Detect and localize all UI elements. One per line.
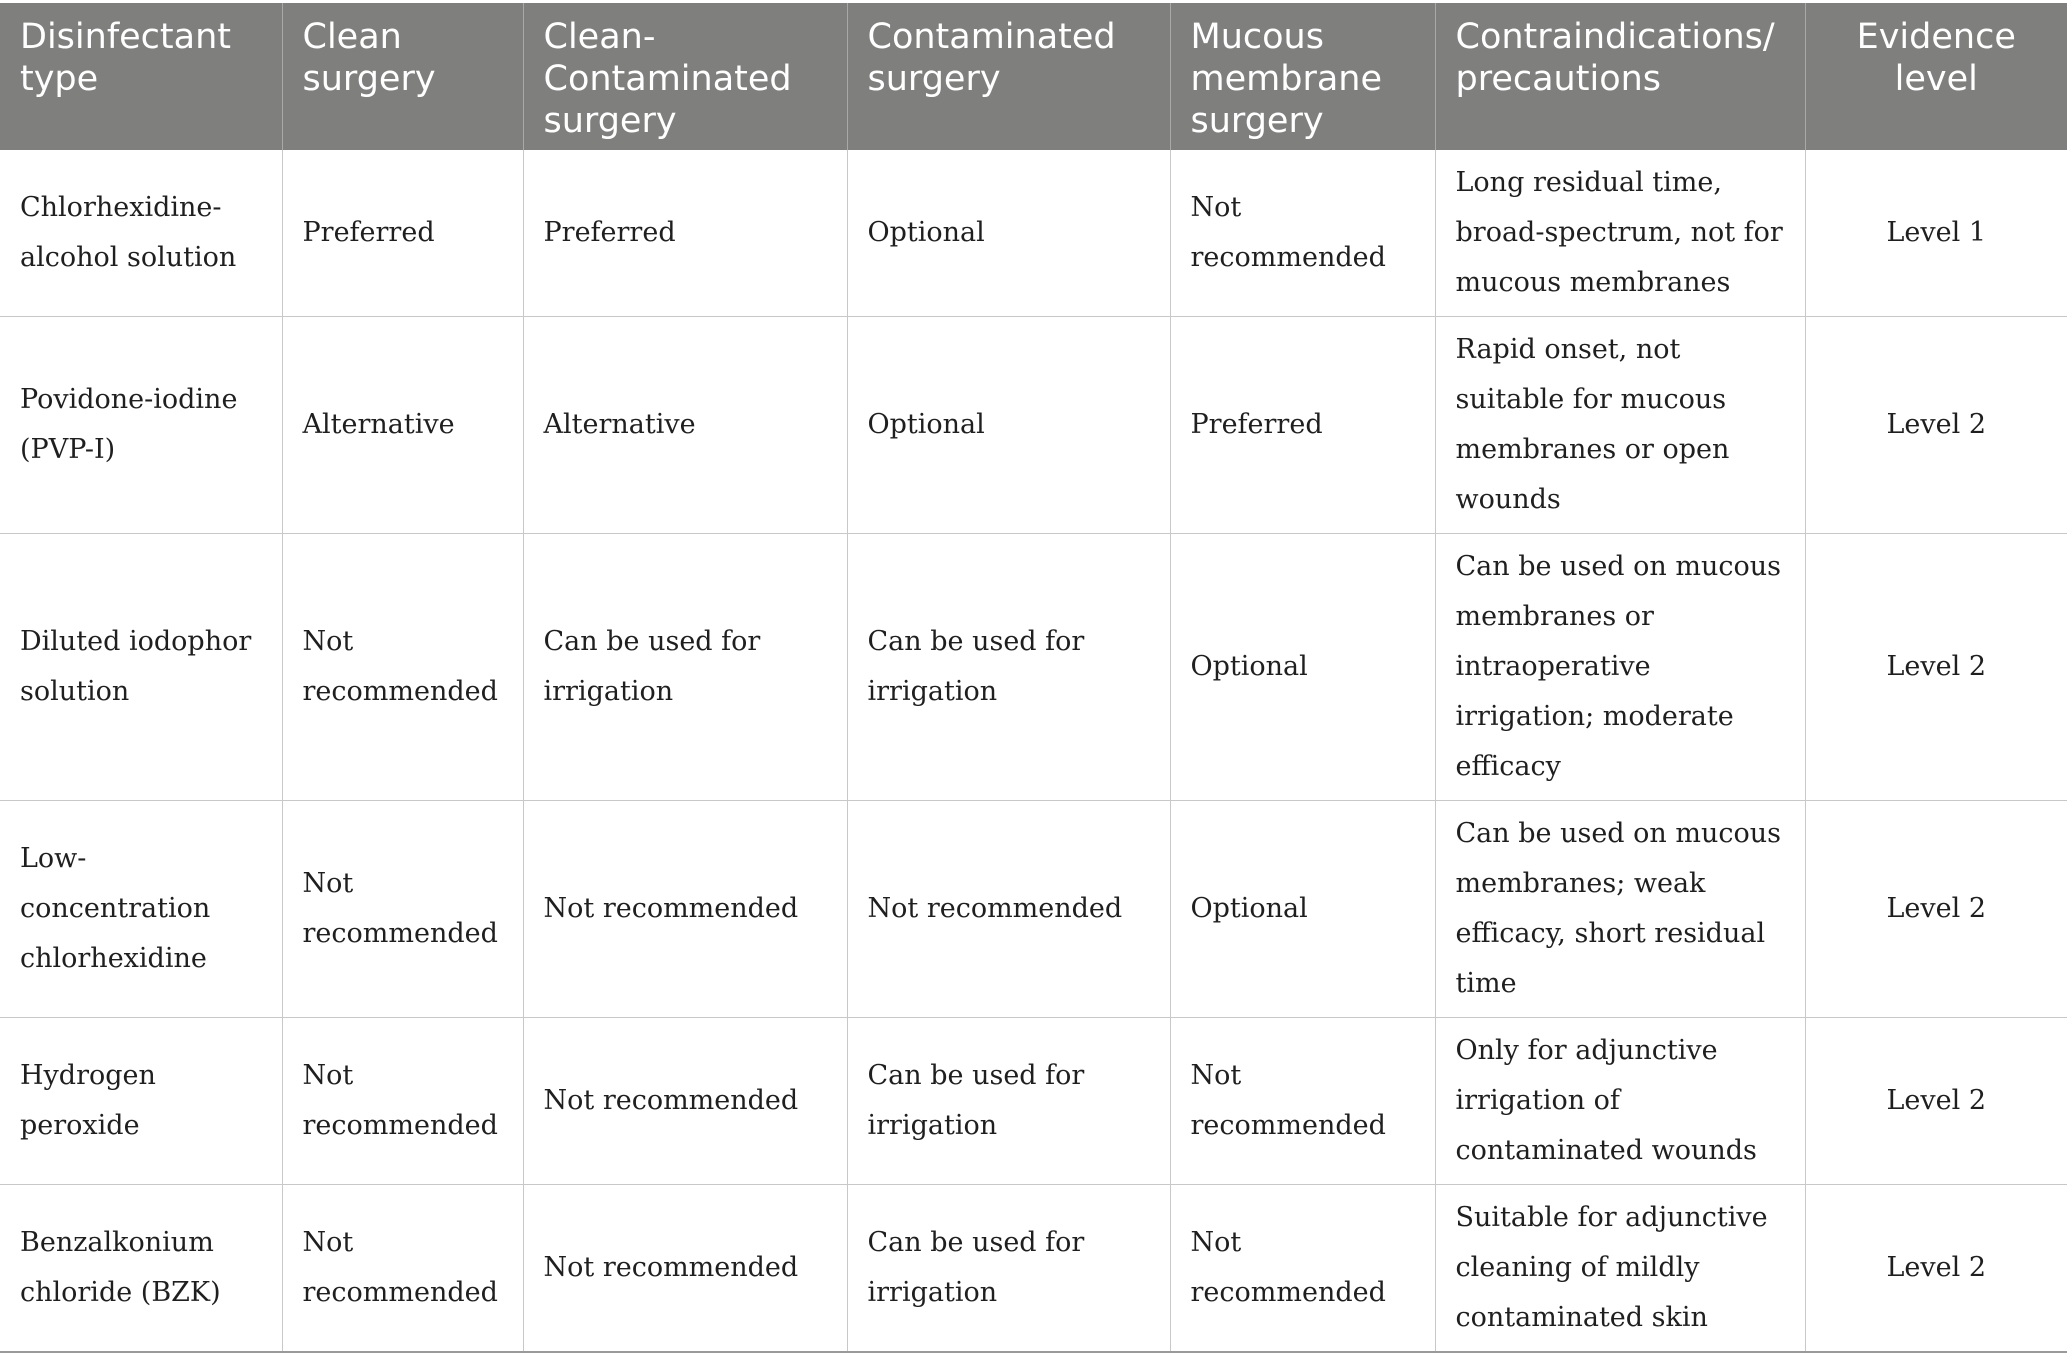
header-evidence-level: Evidence level bbox=[1805, 3, 2067, 150]
cell-contraindications: Long residual time, broad-spectrum, not for mucous membranes bbox=[1435, 150, 1805, 317]
cell-disinfectant-type: Diluted iodophor solution bbox=[0, 534, 282, 801]
cell-clean-surgery: Not recommended bbox=[282, 534, 523, 801]
cell-mucous-membrane-surgery: Not recommended bbox=[1170, 150, 1435, 317]
cell-contaminated-surgery: Can be used for irrigation bbox=[847, 1018, 1170, 1185]
cell-mucous-membrane-surgery: Preferred bbox=[1170, 317, 1435, 534]
cell-contraindications: Can be used on mucous membranes; weak efficacy, short residual time bbox=[1435, 801, 1805, 1018]
header-contraindications: Contraindications/ precautions bbox=[1435, 3, 1805, 150]
cell-clean-contaminated-surgery: Can be used for irrigation bbox=[523, 534, 847, 801]
cell-mucous-membrane-surgery: Optional bbox=[1170, 801, 1435, 1018]
cell-disinfectant-type: Benzalkonium chloride (BZK) bbox=[0, 1185, 282, 1353]
disinfectant-comparison-table bbox=[0, 3, 2067, 1353]
cell-clean-contaminated-surgery: Not recommended bbox=[523, 801, 847, 1018]
cell-clean-contaminated-surgery: Preferred bbox=[523, 150, 847, 317]
table-body bbox=[0, 150, 2067, 1352]
cell-clean-surgery: Not recommended bbox=[282, 1018, 523, 1185]
table-row bbox=[0, 1018, 2067, 1185]
cell-disinfectant-type: Low-concentration chlorhexidine bbox=[0, 801, 282, 1018]
table-row bbox=[0, 150, 2067, 317]
cell-clean-surgery: Not recommended bbox=[282, 801, 523, 1018]
cell-contraindications: Only for adjunctive irrigation of contaminated wounds bbox=[1435, 1018, 1805, 1185]
cell-clean-surgery: Alternative bbox=[282, 317, 523, 534]
cell-evidence-level: Level 2 bbox=[1805, 801, 2067, 1018]
cell-disinfectant-type: Chlorhexidine-alcohol solution bbox=[0, 150, 282, 317]
cell-mucous-membrane-surgery: Optional bbox=[1170, 534, 1435, 801]
cell-mucous-membrane-surgery: Not recommended bbox=[1170, 1185, 1435, 1353]
cell-evidence-level: Level 2 bbox=[1805, 1018, 2067, 1185]
header-clean-surgery: Clean surgery bbox=[282, 3, 523, 150]
table-row bbox=[0, 534, 2067, 801]
header-row bbox=[0, 3, 2067, 150]
header-contaminated-surgery: Contaminated surgery bbox=[847, 3, 1170, 150]
cell-disinfectant-type: Hydrogen peroxide bbox=[0, 1018, 282, 1185]
table-row bbox=[0, 1185, 2067, 1353]
table-row bbox=[0, 801, 2067, 1018]
header-mucous-membrane-surgery: Mucous membrane surgery bbox=[1170, 3, 1435, 150]
disinfectant-table-container bbox=[0, 3, 2067, 1353]
cell-evidence-level: Level 2 bbox=[1805, 534, 2067, 801]
cell-contraindications: Can be used on mucous membranes or intraoperative irrigation; moderate efficacy bbox=[1435, 534, 1805, 801]
cell-contaminated-surgery: Can be used for irrigation bbox=[847, 534, 1170, 801]
cell-clean-contaminated-surgery: Not recommended bbox=[523, 1018, 847, 1185]
cell-mucous-membrane-surgery: Not recommended bbox=[1170, 1018, 1435, 1185]
cell-evidence-level: Level 2 bbox=[1805, 317, 2067, 534]
cell-contaminated-surgery: Optional bbox=[847, 317, 1170, 534]
table-header bbox=[0, 3, 2067, 150]
header-disinfectant-type: Disinfectant type bbox=[0, 3, 282, 150]
cell-contraindications: Suitable for adjunctive cleaning of mildly contaminated skin bbox=[1435, 1185, 1805, 1353]
cell-evidence-level: Level 2 bbox=[1805, 1185, 2067, 1353]
table-row bbox=[0, 317, 2067, 534]
cell-clean-contaminated-surgery: Not recommended bbox=[523, 1185, 847, 1353]
cell-contaminated-surgery: Can be used for irrigation bbox=[847, 1185, 1170, 1353]
cell-contaminated-surgery: Optional bbox=[847, 150, 1170, 317]
cell-clean-contaminated-surgery: Alternative bbox=[523, 317, 847, 534]
cell-evidence-level: Level 1 bbox=[1805, 150, 2067, 317]
cell-contraindications: Rapid onset, not suitable for mucous membranes or open wounds bbox=[1435, 317, 1805, 534]
cell-disinfectant-type: Povidone-iodine (PVP-I) bbox=[0, 317, 282, 534]
cell-clean-surgery: Not recommended bbox=[282, 1185, 523, 1353]
header-clean-contaminated-surgery: Clean-Contaminated surgery bbox=[523, 3, 847, 150]
cell-clean-surgery: Preferred bbox=[282, 150, 523, 317]
cell-contaminated-surgery: Not recommended bbox=[847, 801, 1170, 1018]
